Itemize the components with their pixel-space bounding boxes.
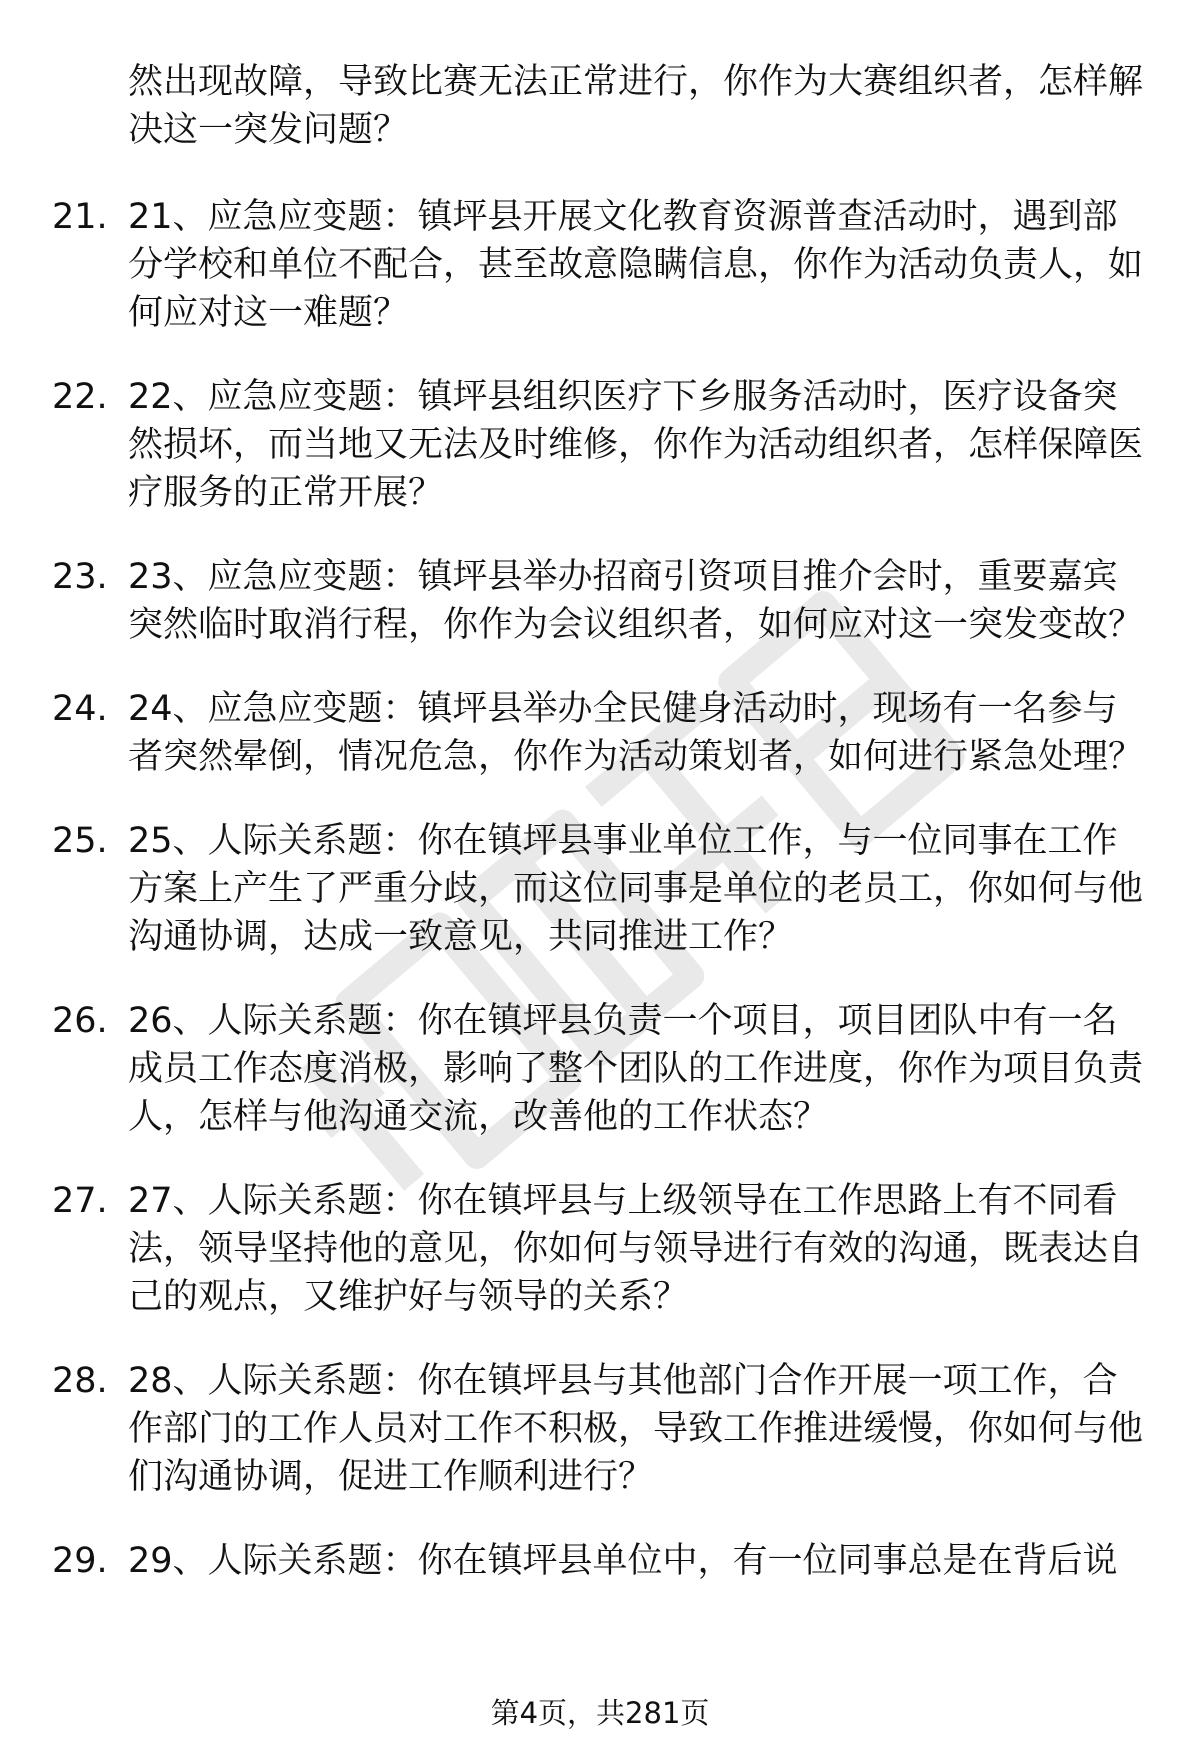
list-item — [0, 685, 1148, 781]
list-item-text: 23、应急应变题：镇坪县举办招商引资项目推介会时，重要嘉宾突然临时取消行程，你作为会议组织者，如何应对这一突发变故？ — [128, 557, 1144, 645]
list-item — [0, 193, 1148, 337]
list-item-text: 21、应急应变题：镇坪县开展文化教育资源普查活动时，遇到部分学校和单位不配合，甚至故意隐瞒信息，你作为活动负责人，如何应对这一难题？ — [128, 197, 1144, 333]
question-list — [0, 193, 1200, 1621]
page-footer: 第4页，共281页 — [490, 1696, 710, 1730]
list-item-text: 27、人际关系题：你在镇坪县与上级领导在工作思路上有不同看法，领导坚持他的意见，你如何与领导进行有效的沟通，既表达自己的观点，又维护好与领导的关系？ — [128, 1181, 1144, 1317]
list-item-number: 28. — [52, 1361, 108, 1401]
list-item-text: 28、人际关系题：你在镇坪县与其他部门合作开展一项工作，合作部门的工作人员对工作不积极，导致工作推进缓慢，你如何与他们沟通协调，促进工作顺利进行？ — [128, 1361, 1144, 1497]
list-item-text: 25、人际关系题：你在镇坪县事业单位工作，与一位同事在工作方案上产生了严重分歧，而这位同事是单位的老员工，你如何与他沟通协调，达成一致意见，共同推进工作？ — [128, 821, 1144, 957]
list-item-number: 29. — [52, 1541, 108, 1581]
list-item-number: 25. — [52, 821, 108, 861]
list-item — [0, 553, 1148, 649]
list-item — [0, 1357, 1148, 1501]
list-item-number: 23. — [52, 557, 108, 597]
list-item-number: 21. — [52, 197, 108, 237]
list-item-number: 22. — [52, 377, 108, 417]
list-item — [0, 1177, 1148, 1321]
list-item-text: 26、人际关系题：你在镇坪县负责一个项目，项目团队中有一名成员工作态度消极，影响了整个团队的工作进度，你作为项目负责人，怎样与他沟通交流，改善他的工作状态？ — [128, 1001, 1144, 1137]
list-item — [0, 817, 1148, 961]
list-item-text: 22、应急应变题：镇坪县组织医疗下乡服务活动时，医疗设备突然损坏，而当地又无法及时维修，你作为活动组织者，怎样保障医疗服务的正常开展？ — [128, 377, 1144, 513]
list-item — [0, 373, 1148, 517]
list-item-text: 24、应急应变题：镇坪县举办全民健身活动时，现场有一名参与者突然晕倒，情况危急，你作为活动策划者，如何进行紧急处理？ — [128, 689, 1144, 777]
list-item-number: 26. — [52, 1001, 108, 1041]
continuation-paragraph: 然出现故障，导致比赛无法正常进行，你作为大赛组织者，怎样解决这一突发问题？ — [128, 62, 1144, 150]
list-item-text: 29、人际关系题：你在镇坪县单位中，有一位同事总是在背后说 — [128, 1541, 1118, 1581]
list-item-number: 27. — [52, 1181, 108, 1221]
list-item-number: 24. — [52, 689, 108, 729]
list-item — [0, 1537, 1148, 1585]
list-item — [0, 997, 1148, 1141]
